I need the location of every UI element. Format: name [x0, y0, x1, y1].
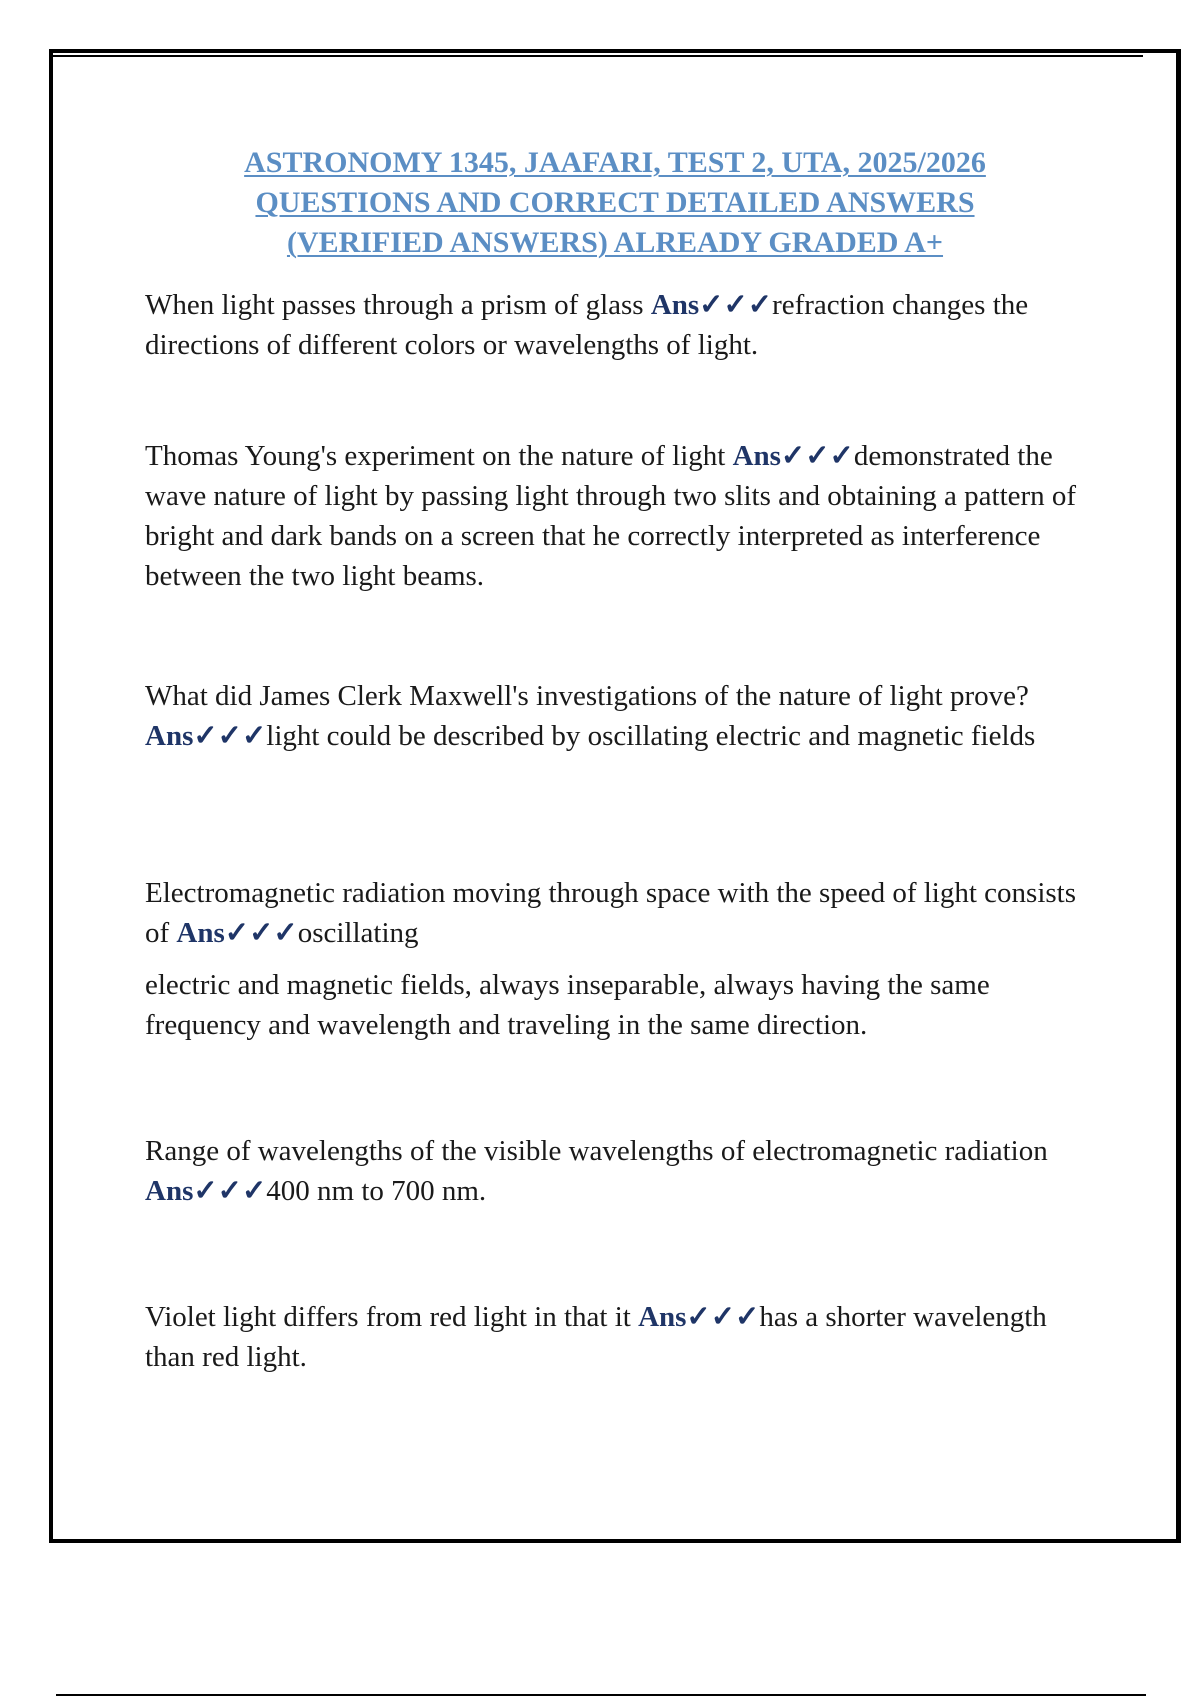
qa-item-em-radiation [145, 873, 1095, 1045]
question-text: When light passes through a prism of glass [145, 289, 651, 321]
answer-text: light could be described by oscillating electric and magnetic fields [266, 720, 1036, 752]
answer-text: 400 nm to 700 nm. [266, 1175, 487, 1207]
question-text: Electromagnetic radiation moving through space with the speed of light consists of [145, 877, 1077, 949]
title-line-3: (VERIFIED ANSWERS) ALREADY GRADED A+ [286, 226, 944, 259]
question-text: Thomas Young's experiment on the nature of light [145, 440, 733, 472]
answer-marker: Ans✓✓✓ [638, 1301, 760, 1333]
title-line-1: ASTRONOMY 1345, JAAFARI, TEST 2, UTA, 2025/2026 [244, 146, 986, 179]
answer-text: has a shorter wavelength than red light. [145, 1301, 1047, 1373]
qa-item-young [145, 436, 1095, 596]
document-title [130, 143, 1100, 263]
top-rule [53, 55, 1143, 57]
answer-marker: Ans✓✓✓ [145, 1175, 267, 1207]
qa-item-maxwell [145, 676, 1095, 756]
answer-marker: Ans✓✓✓ [145, 720, 267, 752]
question-text: Violet light differs from red light in that it [145, 1301, 639, 1333]
answer-text: demonstrated the wave nature of light by passing light through two slits and obtaining a pattern of bright and dark bands on a screen that he correctly interpreted as interference between the two light beams. [145, 440, 1077, 592]
question-text: What did James Clerk Maxwell's investigations of the nature of light prove? [145, 680, 1029, 712]
bottom-rule [56, 1694, 1146, 1696]
answer-text: oscillating [297, 917, 419, 949]
answer-marker: Ans✓✓✓ [650, 289, 773, 321]
answer-marker: Ans✓✓✓ [176, 917, 298, 949]
answer-text: refraction changes the directions of different colors or wavelengths of light. [145, 289, 1029, 361]
qa-item-prism [145, 285, 1095, 365]
qa-item-violet-red [145, 1297, 1095, 1377]
question-text: Range of wavelengths of the visible wavelengths of electromagnetic radiation [145, 1135, 1048, 1167]
title-line-2: QUESTIONS AND CORRECT DETAILED ANSWERS [255, 186, 975, 219]
answer-marker: Ans✓✓✓ [732, 440, 854, 472]
qa-item-visible-range [145, 1131, 1095, 1211]
answer-text-continued: electric and magnetic fields, always inseparable, always having the same frequency and wavelength and traveling in the same direction. [145, 969, 990, 1041]
